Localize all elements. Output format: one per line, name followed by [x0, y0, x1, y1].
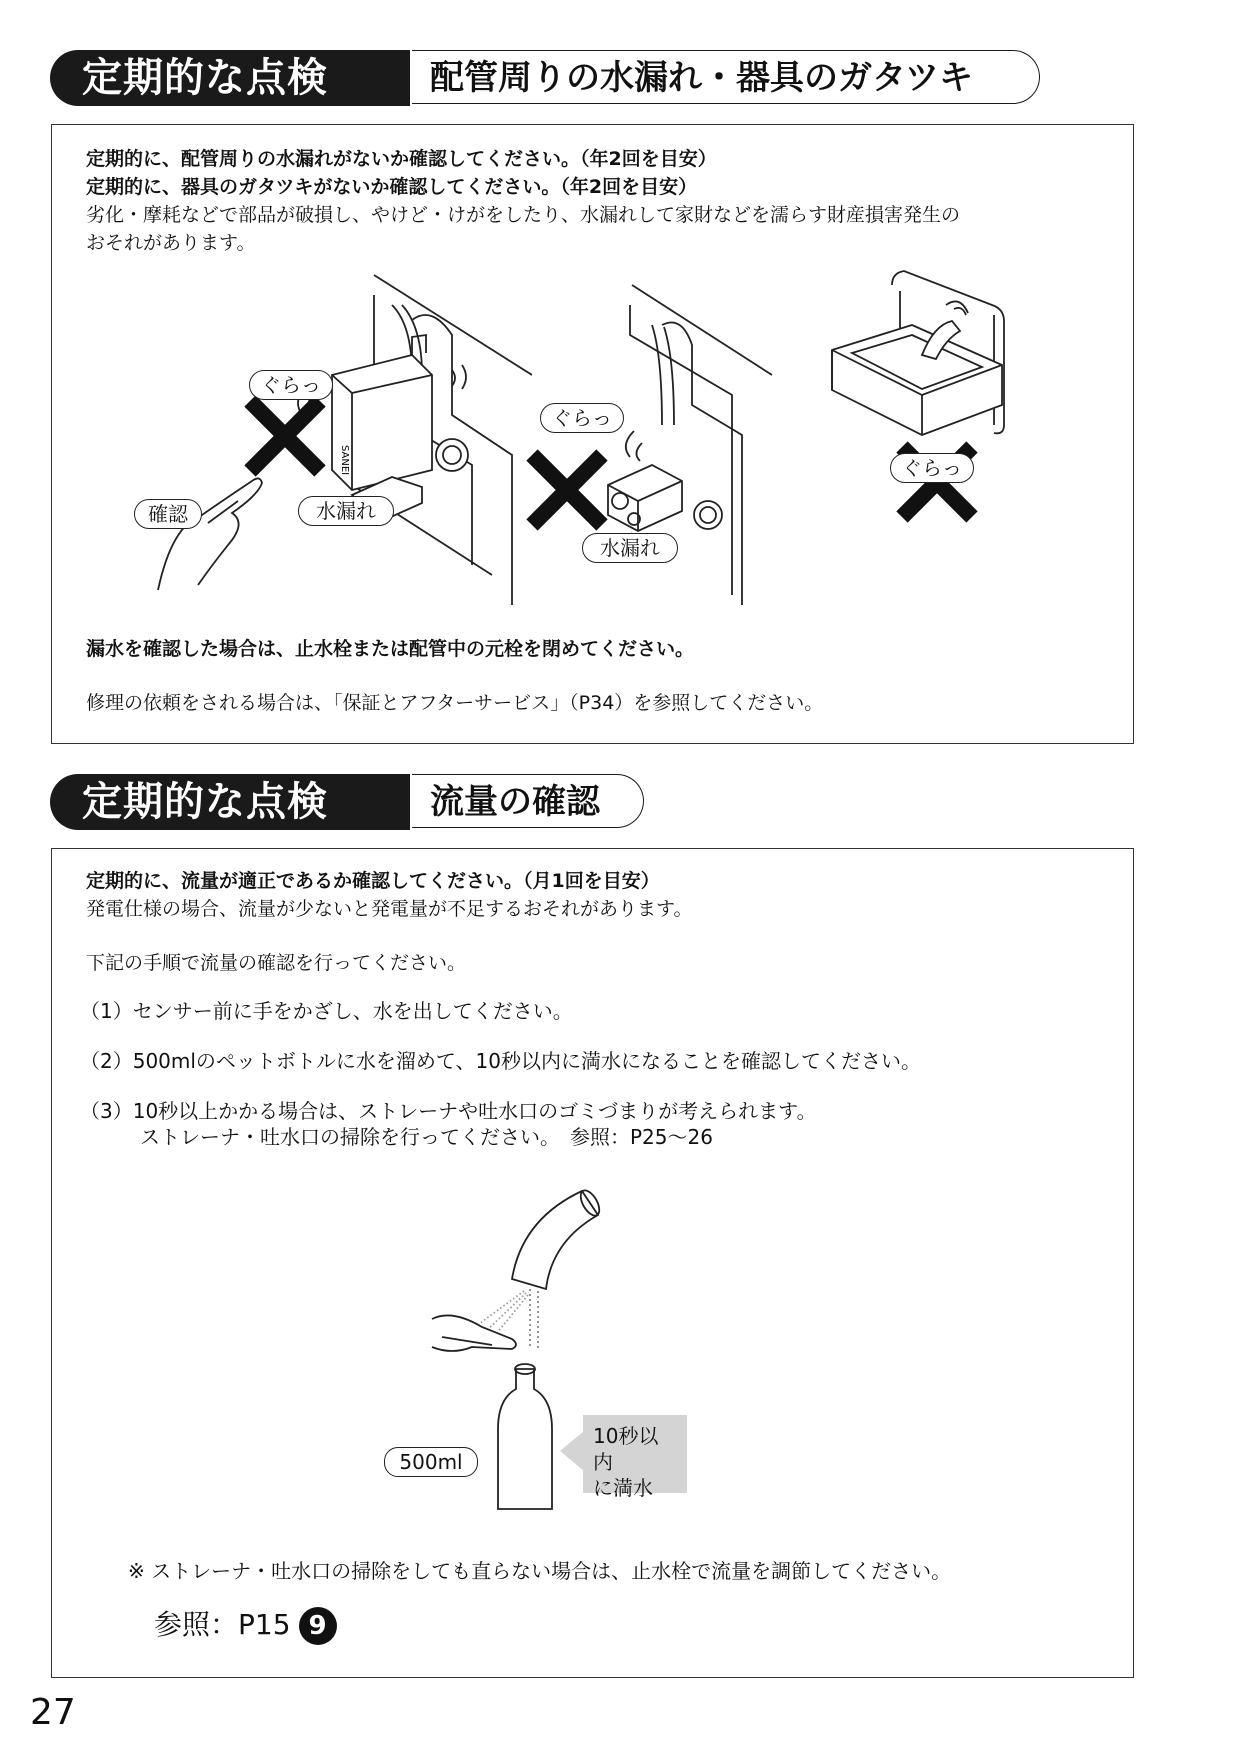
section2-intro: 下記の手順で流量の確認を行ってください。	[86, 952, 467, 974]
callout-line-2: に満水	[593, 1476, 653, 1500]
callout-pointer	[560, 1431, 584, 1471]
callout-box	[583, 1415, 687, 1500]
section2-step-1: （1）センサー前に手をかざし、水を出してください。	[80, 999, 573, 1023]
illustration-valve-box	[112, 265, 532, 605]
label-gura-1: ぐらっ	[249, 370, 333, 400]
brand-text: SANEI	[339, 445, 350, 476]
section2-box	[51, 848, 1134, 1678]
page-number: 27	[30, 1692, 76, 1733]
section2-title-sub: 流量の確認	[412, 774, 644, 828]
section1-title-main: 定期的な点検	[50, 50, 410, 106]
section2-footnote: ※ ストレーナ・吐水口の掃除をしても直らない場合は、止水栓で流量を調節してください。	[128, 1559, 952, 1583]
section2-reference	[154, 1607, 337, 1645]
label-mizumore-2: 水漏れ	[582, 533, 678, 563]
section1-line-1: 定期的に、配管周りの水漏れがないか確認してください。（年2回を目安）	[86, 148, 717, 170]
label-gura-3: ぐらっ	[890, 453, 974, 483]
section2-line-2: 発電仕様の場合、流量が少ないと発電量が不足するおそれがあります。	[86, 898, 693, 920]
section1-header	[50, 50, 1050, 106]
label-gura-2: ぐらっ	[540, 403, 624, 433]
section2-header	[50, 774, 650, 830]
section1-title-sub: 配管周りの水漏れ・器具のガタツキ	[412, 50, 1040, 104]
reference-text: 参照：P15	[154, 1608, 291, 1641]
section2-step-2: （2）500mlのペットボトルに水を溜めて、10秒以内に満水になることを確認してください。	[80, 1049, 921, 1073]
section1-line-4: おそれがあります。	[86, 232, 256, 254]
section2-step-3b: ストレーナ・吐水口の掃除を行ってください。 参照：P25〜26	[140, 1125, 713, 1149]
section1-line-3: 劣化・摩耗などで部品が破損し、やけど・けがをしたり、水漏れして家財などを濡らす財産損害発生の	[86, 204, 961, 226]
label-mizumore-1: 水漏れ	[298, 496, 394, 526]
label-500ml: 500ml	[384, 1447, 478, 1477]
callout-line-1: 10秒以内	[593, 1424, 659, 1474]
illustration-sink	[822, 255, 1022, 555]
section1-note-2: 修理の依頼をされる場合は、「保証とアフターサービス」（P34）を参照してください。	[86, 692, 824, 714]
section1-box	[51, 124, 1134, 744]
section2-step-3a: （3）10秒以上かかる場合は、ストレーナや吐水口のゴミづまりが考えられます。	[80, 1099, 817, 1123]
section1-note-1: 漏水を確認した場合は、止水栓または配管中の元栓を閉めてください。	[86, 638, 695, 660]
section2-line-1: 定期的に、流量が適正であるか確認してください。（月1回を目安）	[86, 870, 660, 892]
reference-number-badge: 9	[299, 1607, 337, 1645]
section1-line-2: 定期的に、器具のガタツキがないか確認してください。（年2回を目安）	[86, 176, 698, 198]
section2-title-main: 定期的な点検	[50, 774, 410, 830]
label-kakunin: 確認	[134, 499, 202, 529]
